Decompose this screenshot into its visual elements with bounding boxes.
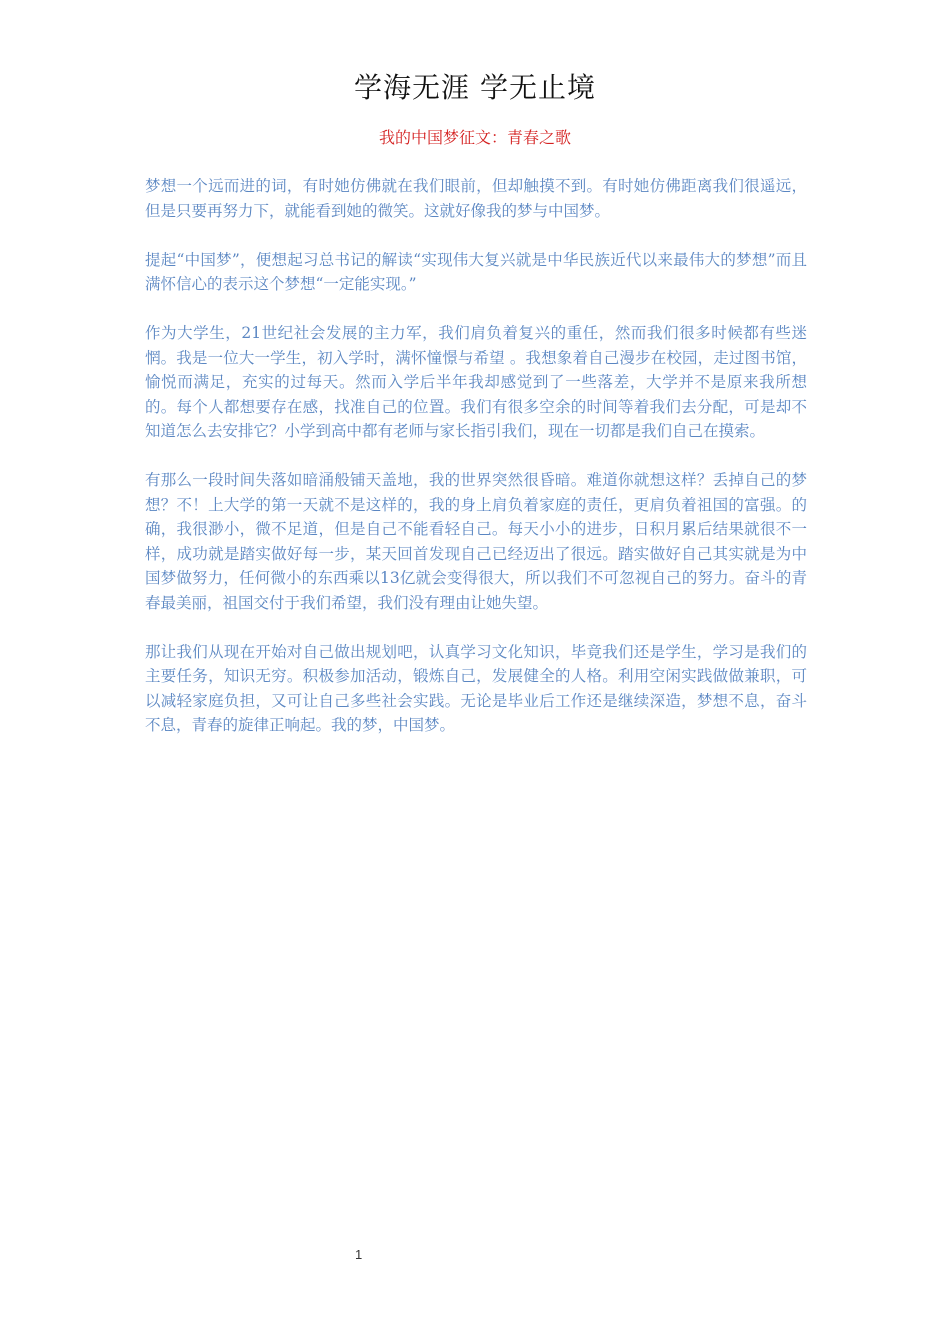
- paragraph: 那让我们从现在开始对自己做出规划吧，认真学习文化知识，毕竟我们还是学生，学习是我们的主要任务，知识无穷。积极参加活动，锻炼自己，发展健全的人格。利用空闲实践做做兼职，可以减轻家庭负担，又可让自己多些社会实践。无论是毕业后工作还是继续深造，梦想不息，奋斗不息，青春的旋律正响起。我的梦，中国梦。: [145, 642, 807, 734]
- paragraph: 有那么一段时间失落如暗涌般铺天盖地，我的世界突然很昏暗。难道你就想这样？丢掉自己的梦想？不！上大学的第一天就不是这样的，我的身上肩负着家庭的责任，更肩负着祖国的富强。的确，我很渺小，微不足道，但是自己不能看轻自己。每天小小的进步，日积月累后结果就很不一样，成功就是踏实做好每一步，某天回首发现自己已经迈出了很远。踏实做好自己其实就是为中国梦做努力，任何微小的东西乘以13亿就会变得很大，所以我们不可忽视自己的努力。奋斗的青春最美丽，祖国交付于我们希望，我们没有理由让她失望。: [145, 471, 807, 612]
- essay-subtitle: 我的中国梦征文：青春之歌: [378, 128, 571, 147]
- paragraph: 提起“中国梦”，便想起习总书记的解读“实现伟大复兴就是中华民族近代以来最伟大的梦想”而且满怀信心的表示这个梦想“一定能实现。”: [145, 250, 807, 293]
- essay-body: [145, 174, 807, 762]
- page-title: 学海无涯 学无止境: [354, 71, 596, 104]
- paragraph: 作为大学生，21世纪社会发展的主力军，我们肩负着复兴的重任，然而我们很多时候都有些迷惘。我是一位大一学生，初入学时，满怀憧憬与希望 。我想象着自己漫步在校园，走过图书馆，愉悦而满足，充实的过每天。然而入学后半年我却感觉到了一些落差，大学并不是原来我所想的。每个人都想要存在感，找准自己的位置。我们有很多空余的时间等着我们去分配，可是却不知道怎么去安排它？小学到高中都有老师与家长指引我们，现在一切都是我们自己在摸索。: [145, 324, 807, 440]
- page-number: 1: [355, 1247, 363, 1262]
- paragraph: 梦想一个远而进的词，有时她仿佛就在我们眼前，但却触摸不到。有时她仿佛距离我们很遥远，但是只要再努力下，就能看到她的微笑。这就好像我的梦与中国梦。: [145, 177, 807, 220]
